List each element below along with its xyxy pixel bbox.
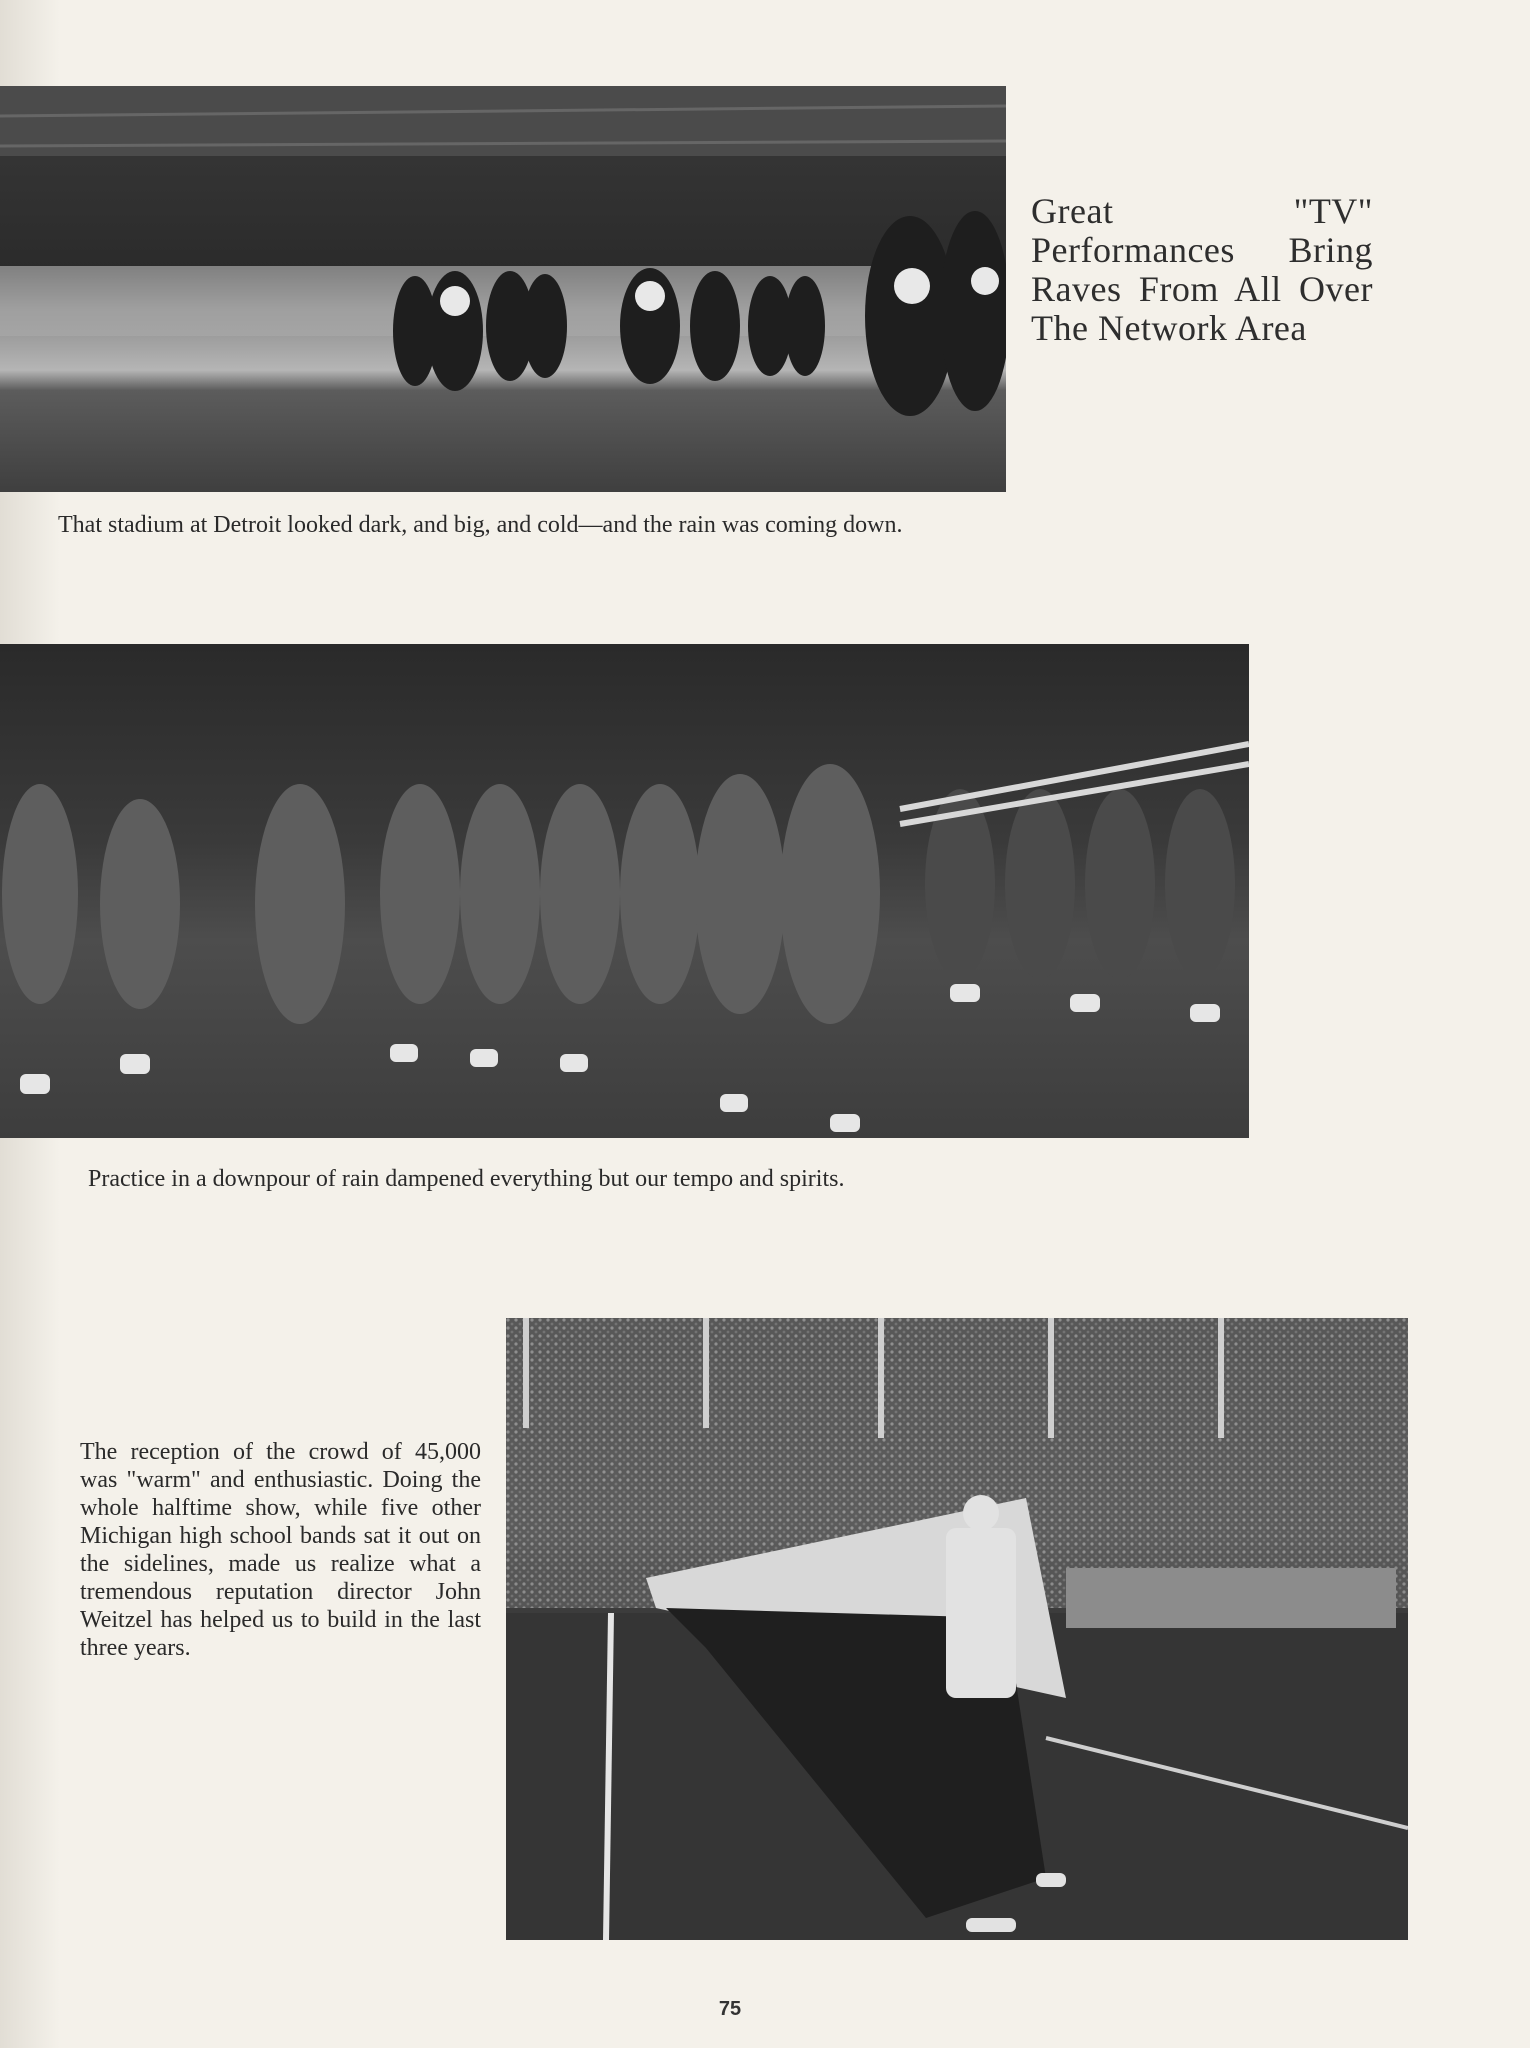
caption-crowd: The reception of the crowd of 45,000 was "warm" and enthusiastic. Doing the whole halftime show, while five other Michigan high school bands sat it out on the sidelines, made us realize what a tremendous reputation director John Weitzel has helped us to build in the last three years. (80, 1439, 481, 1661)
headline: Great "TV" Performances Bring Raves From All Over The Network Area (1031, 191, 1373, 348)
photo-rain-practice (0, 644, 1249, 1138)
photo-icon (506, 1318, 1408, 1940)
caption-practice: Practice in a downpour of rain dampened everything but our tempo and spirits. (88, 1166, 845, 1192)
photo-icon (0, 644, 1249, 1138)
photo-stadium-rain (0, 86, 1006, 492)
page-number: 75 (718, 1998, 742, 2020)
caption-stadium: That stadium at Detroit looked dark, and big, and cold—and the rain was coming down. (58, 512, 903, 538)
photo-icon (0, 86, 1006, 492)
photo-halftime-show (506, 1318, 1408, 1940)
